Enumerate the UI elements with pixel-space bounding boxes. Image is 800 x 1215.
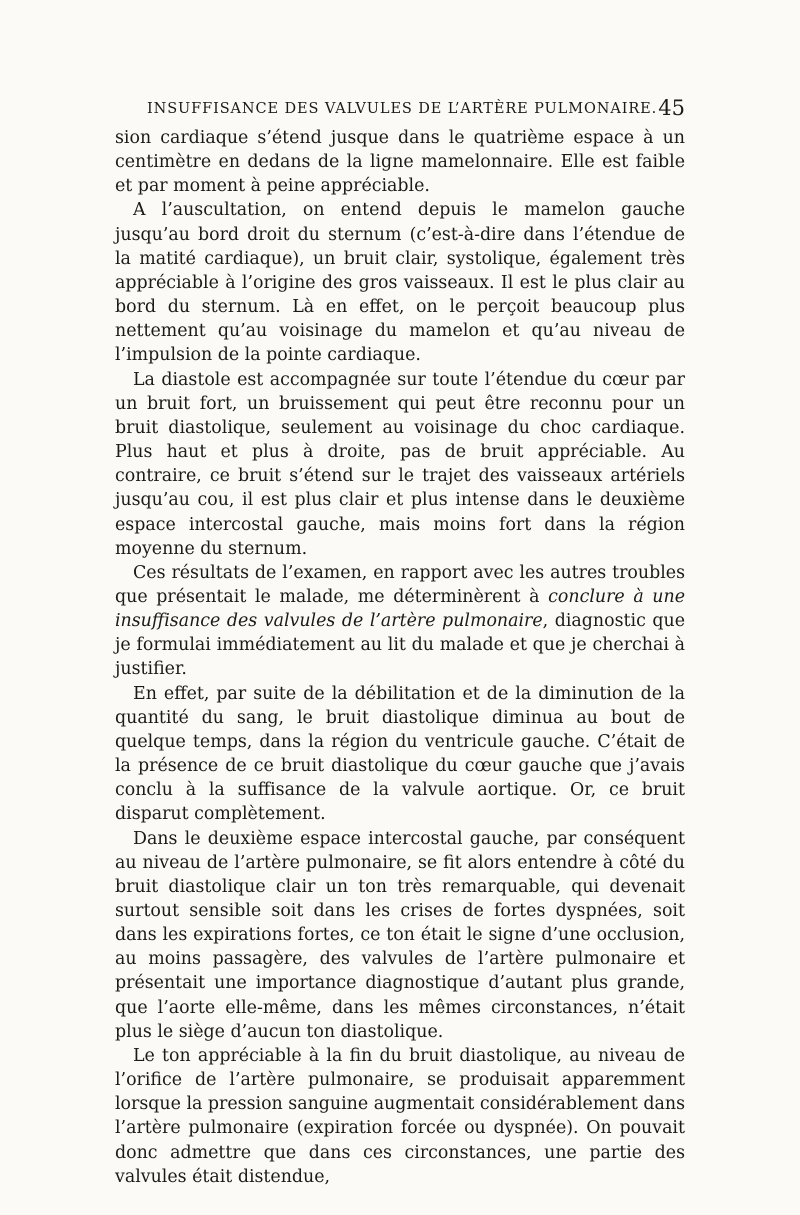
- diagnosis-emphasis: conclure à une insuffisance des valvules de l’artère pulmonaire: [115, 586, 685, 632]
- paragraph-diastole: La diastole est accompagnée sur toute l’étendue du cœur par un bruit fort, un bruissement qui peut être reconnu pour un bruit diastolique, seulement au voisinage du choc cardiaque. Plus haut et plus à droite, pas de bruit appréciable. Au contraire, ce bruit s’étend sur le trajet des vaisseaux artériels jusqu’au cou, il est plus clair et plus intense dans le deuxième espace intercostal gauche, mais moins fort dans la région moyenne du sternum.: [115, 369, 685, 559]
- paragraph-continued: sion cardiaque s’étend jusque dans le quatrième espace à un centimètre en dedans de la ligne mamelonnaire. Elle est faible et par moment à peine appréciable.: [115, 128, 685, 197]
- paragraph-auscultation: A l’auscultation, on entend depuis le mamelon gauche jusqu’au bord droit du sternum (c’est-à-dire dans l’étendue de la matité cardiaque), un bruit clair, systolique, également très appréciable à l’origine des gros vaisseaux. Il est le plus clair au bord du sternum. Là en effet, on le perçoit beaucoup plus nettement qu’au voisinage du mamelon et qu’au niveau de l’impulsion de la pointe cardiaque.: [115, 200, 685, 366]
- diagnosis-text-before: Ces résultats de l’examen, en rapport avec les autres troubles que présentait le malade, me déterminèrent à: [115, 562, 685, 607]
- paragraph-pulmonary-tone: Le ton appréciable à la fin du bruit diastolique, au niveau de l’orifice de l’artère pulmonaire, se produisait apparemment lorsque la pression sanguine augmentait considérablement dans l’artère pulmonaire (expiration forcée ou dyspnée). On pouvait donc admettre que dans ces circonstances, une partie des valvules était distendue,: [115, 1045, 685, 1187]
- page-number: 45: [658, 96, 685, 120]
- running-head-title: INSUFFISANCE DES VALVULES DE L’ARTÈRE PULMONAIRE.: [147, 101, 658, 117]
- paragraph-debilitation: En effet, par suite de la débilitation et de la diminution de la quantité du sang, le bruit diastolique diminua au bout de quelque temps, dans la région du ventricule gauche. C’était de la présence de ce bruit diastolique du cœur gauche que j’avais conclu à la suffisance de la valvule aortique. Or, ce bruit disparut complètement.: [115, 683, 685, 825]
- paragraph-diagnosis: [115, 561, 685, 682]
- running-header: [115, 98, 685, 122]
- diagnosis-text-after: , diagnostic que je formulai immédiatement au lit du malade et que je cherchai à justifier.: [115, 611, 685, 680]
- paragraph-intercostal: Dans le deuxième espace intercostal gauche, par conséquent au niveau de l’artère pulmonaire, se fit alors entendre à côté du bruit diastolique clair un ton très remarquable, qui devenait surtout sensible soit dans les crises de fortes dyspnées, soit dans les expirations fortes, ce ton était le signe d’une occlusion, au moins passagère, des valvules de l’artère pulmonaire et présentait une importance diagnostique d’autant plus grande, que l’aorte elle-même, dans les mêmes circonstances, n’était plus le siège d’aucun ton diastolique.: [115, 828, 685, 1042]
- body-text: [115, 126, 685, 1189]
